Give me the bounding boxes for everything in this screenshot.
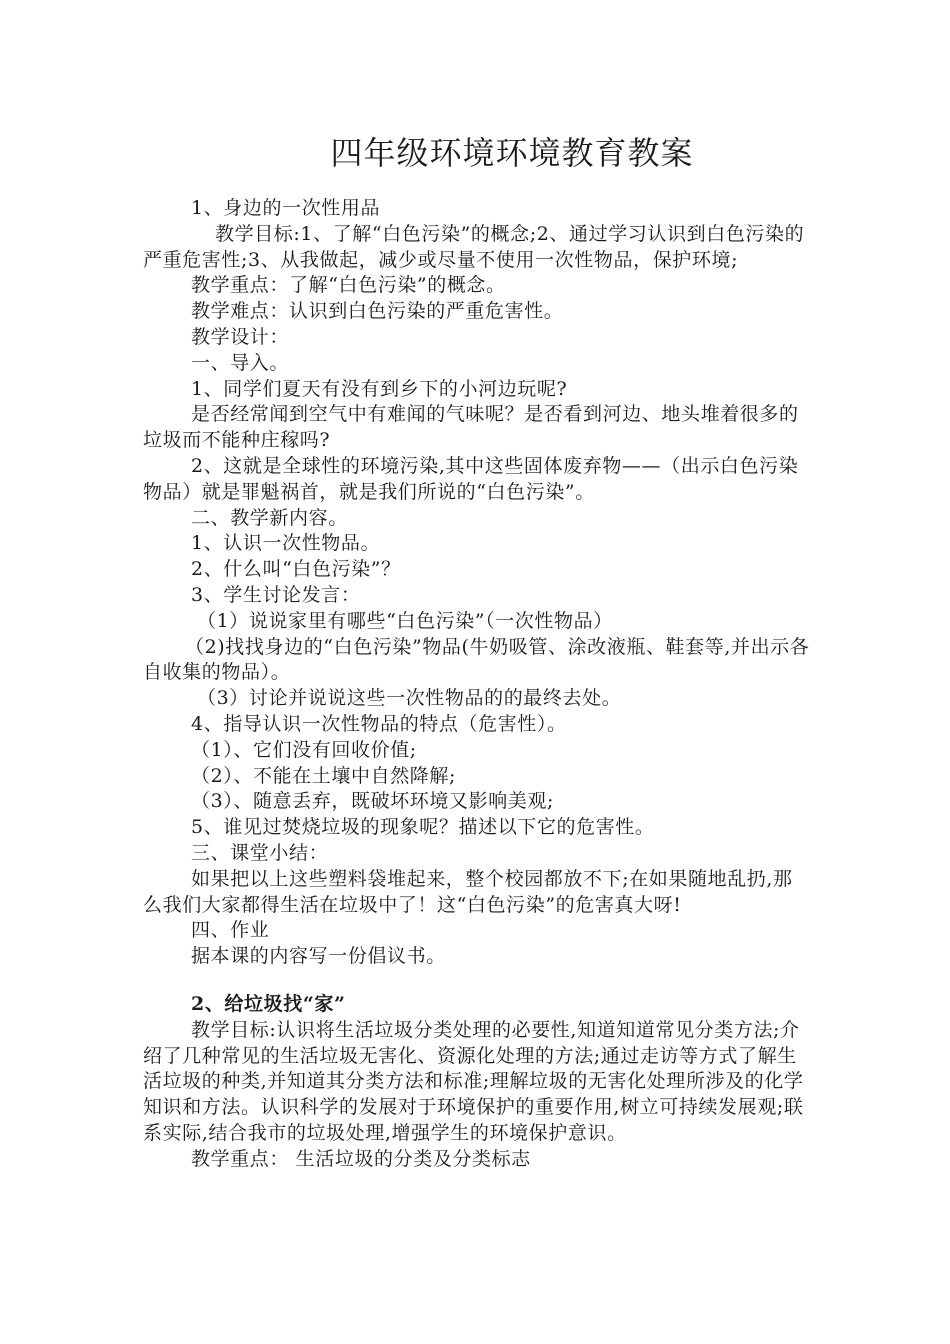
- summary-text: 如果把以上这些塑料袋堆起来，整个校园都放不下;在如果随地乱扔,那么我们大家都得生活在垃圾中了！这“白色污染”的危害真大呀!: [143, 867, 793, 916]
- step-new-content: 二、教学新内容。: [191, 506, 348, 529]
- step-summary: 三、课堂小结：: [191, 841, 329, 864]
- section-spacer: [143, 970, 811, 992]
- section-2-heading: 2、给垃圾找“家”: [191, 992, 346, 1015]
- intro-question-2: 是否经常闻到空气中有难闻的气味呢？是否看到河边、地头堆着很多的垃圾而不能种庄稼吗?: [143, 403, 799, 452]
- homework-text: 据本课的内容写一份倡议书。: [191, 945, 446, 968]
- discussion-item-2: （2)找找身边的“白色污染”物品(牛奶吸管、涂改液瓶、鞋套等,并出示各自收集的物品）。: [143, 635, 810, 684]
- section-2-goals: 教学目标:认识将生活垃圾分类处理的必要性,知道知道常见分类方法;介绍了几种常见的生活垃圾无害化、资源化处理的方法;通过走访等方式了解生活垃圾的种类,并知道其分类方法和标准;理解垃圾的无害化处理所涉及的化学知识和方法。认识科学的发展对于环境保护的重要作用,树立可持续发展观;联系实际,结合我市的垃圾处理,增强学生的环境保护意识。: [143, 1018, 804, 1144]
- feature-item-1: （1）、它们没有回收价值;: [191, 738, 417, 761]
- intro-explanation: 2、这就是全球性的环境污染,其中这些固体废弃物——（出示白色污染物品）就是罪魁祸首，就是我们所说的“白色污染”。: [143, 454, 799, 503]
- feature-item-2: （2）、不能在土壤中自然降解;: [191, 764, 456, 787]
- feature-item-3: （3）、随意丢弃，既破坏环境又影响美观;: [191, 790, 554, 813]
- discussion-item-1: （1）说说家里有哪些“白色污染”（一次性物品）: [197, 609, 613, 632]
- new-content-item-3: 3、学生讨论发言：: [191, 583, 361, 606]
- teaching-goals: 教学目标:1、了解“白色污染”的概念;2、通过学习认识到白色污染的严重危害性;3、从我做起，减少或尽量不使用一次性物品，保护环境;: [143, 222, 805, 271]
- intro-question-1: 1、同学们夏天有没有到乡下的小河边玩呢?: [191, 377, 568, 400]
- step-homework: 四、作业: [191, 919, 270, 942]
- teaching-focus: 教学重点：了解“白色污染”的概念。: [191, 274, 506, 297]
- step-introduction: 一、导入。: [191, 351, 290, 374]
- document-title: 四年级环境环境教育教案: [330, 134, 694, 172]
- teaching-difficulty: 教学难点：认识到白色污染的严重危害性。: [191, 300, 564, 323]
- new-content-item-5: 5、谁见过焚烧垃圾的现象呢？描述以下它的危害性。: [191, 816, 655, 839]
- section-1-heading: 1、身边的一次性用品: [191, 197, 381, 219]
- teaching-design: 教学设计：: [191, 325, 290, 348]
- discussion-item-3: （3）讨论并说说这些一次性物品的的最终去处。: [197, 687, 622, 710]
- new-content-item-1: 1、认识一次性物品。: [191, 532, 381, 555]
- document-body: [143, 196, 811, 1172]
- section-2-focus: 教学重点： 生活垃圾的分类及分类标志: [191, 1147, 531, 1170]
- new-content-item-2: 2、什么叫“白色污染”？: [191, 558, 401, 581]
- new-content-item-4: 4、指导认识一次性物品的特点（危害性）。: [191, 712, 567, 735]
